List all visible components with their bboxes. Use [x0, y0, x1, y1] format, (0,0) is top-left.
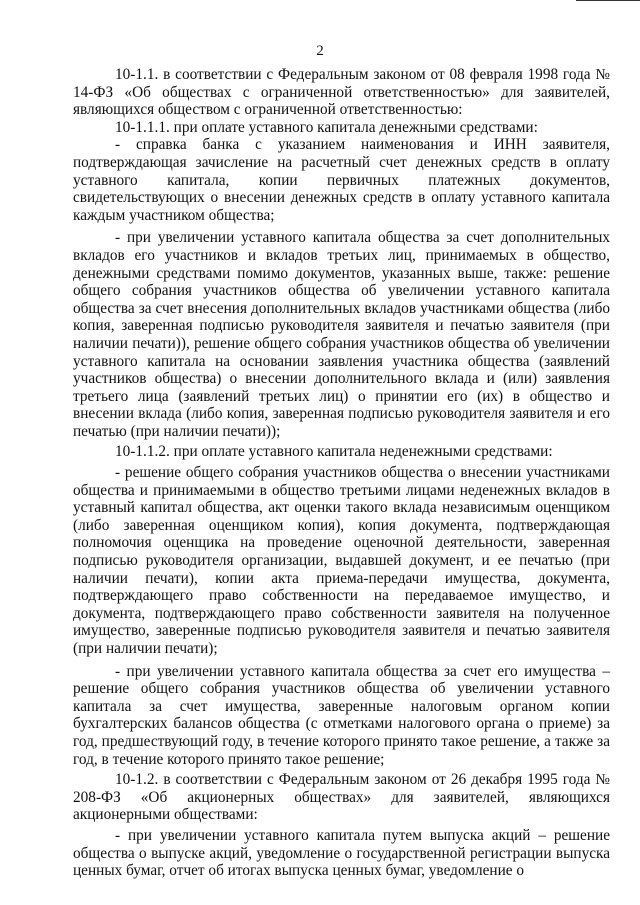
paragraph-10-1-1-2: 10-1.1.2. при оплате уставного капитала неденежными средствами:: [115, 443, 553, 461]
paragraph-capital-increase-property: - при увеличении уставного капитала общества за счет его имущества – решение общего собрания участников общества об увеличении уставного капитала за счет имущества, заверенные налоговым органом копии бухгалтерских балансов общества (с отметками налогового органа о приеме) за год, предшествующий году, в течение которого принято такое решение, а также за год, в течение которого принято такое решение;: [73, 662, 610, 768]
paragraph-noncash-contributions: - решение общего собрания участников общества о внесении участниками общества и принимаемыми в общество третьими лицами неденежных вкладов в уставный капитал общества, акт оценки такого вклада независимым оценщиком (либо заверенная оценщиком копия), копия документа, подтверждающая полномочия оценщика на проведение оценочной деятельности, заверенная подписью руководителя организации, выдавшей документ, и ее печатью (при наличии печати), копии акта приема-передачи имущества, документа, подтверждающего право собственности на передаваемое имущество, и документа, подтверждающего право собственности заявителя на полученное имущество, заверенные подписью руководителя заявителя и печатью заявителя (при наличии печати);: [73, 464, 610, 657]
header-rule: [576, 0, 640, 1]
paragraph-share-issue: - при увеличении уставного капитала путем выпуска акций – решение общества о выпуске акций, уведомление о государственной регистрации выпуска ценных бумаг, отчет об итогах выпуска ценных бумаг, уведомление о: [73, 826, 610, 880]
document-body: [73, 66, 610, 880]
paragraph-bank-certificate: - справка банка с указанием наименования и ИНН заявителя, подтверждающая зачисление на расчетный счет денежных средств в оплату уставного капитала, копии первичных платежных документов, свидетельствующих о внесении денежных средств в оплату уставного капитала каждым участником общества;: [73, 136, 610, 224]
paragraph-10-1-2: 10-1.2. в соответствии с Федеральным законом от 26 декабря 1995 года № 208-ФЗ «Об акционерных обществах» для заявителей, являющихся акционерными обществами:: [73, 771, 610, 824]
page-number: 2: [316, 43, 324, 59]
paragraph-10-1-1: 10-1.1. в соответствии с Федеральным законом от 08 февраля 1998 года № 14-ФЗ «Об обществах с ограниченной ответственностью» для заявителей, являющихся обществом с ограниченной ответственностью:: [73, 66, 610, 119]
paragraph-capital-increase-cash: - при увеличении уставного капитала общества за счет дополнительных вкладов его участников и вкладов третьих лиц, принимаемых в общество, денежными средствами помимо документов, указанных выше, также: решение общего собрания участников общества об увеличении уставного капитала общества за счет внесения дополнительных вкладов участниками общества (либо копия, заверенная подписью руководителя заявителя и печатью заявителя (при наличии печати)), решение общего собрания участников общества об увеличении уставного капитала на основании заявления участника общества (заявлений участников общества) о внесении дополнительного вклада и (или) заявления третьего лица (заявлений третьих лиц) о принятии его (их) в общество и внесении вклада (либо копия, заверенная подписью руководителя заявителя и его печатью (при наличии печати));: [73, 229, 610, 440]
paragraph-10-1-1-1: 10-1.1.1. при оплате уставного капитала денежными средствами:: [115, 118, 538, 136]
